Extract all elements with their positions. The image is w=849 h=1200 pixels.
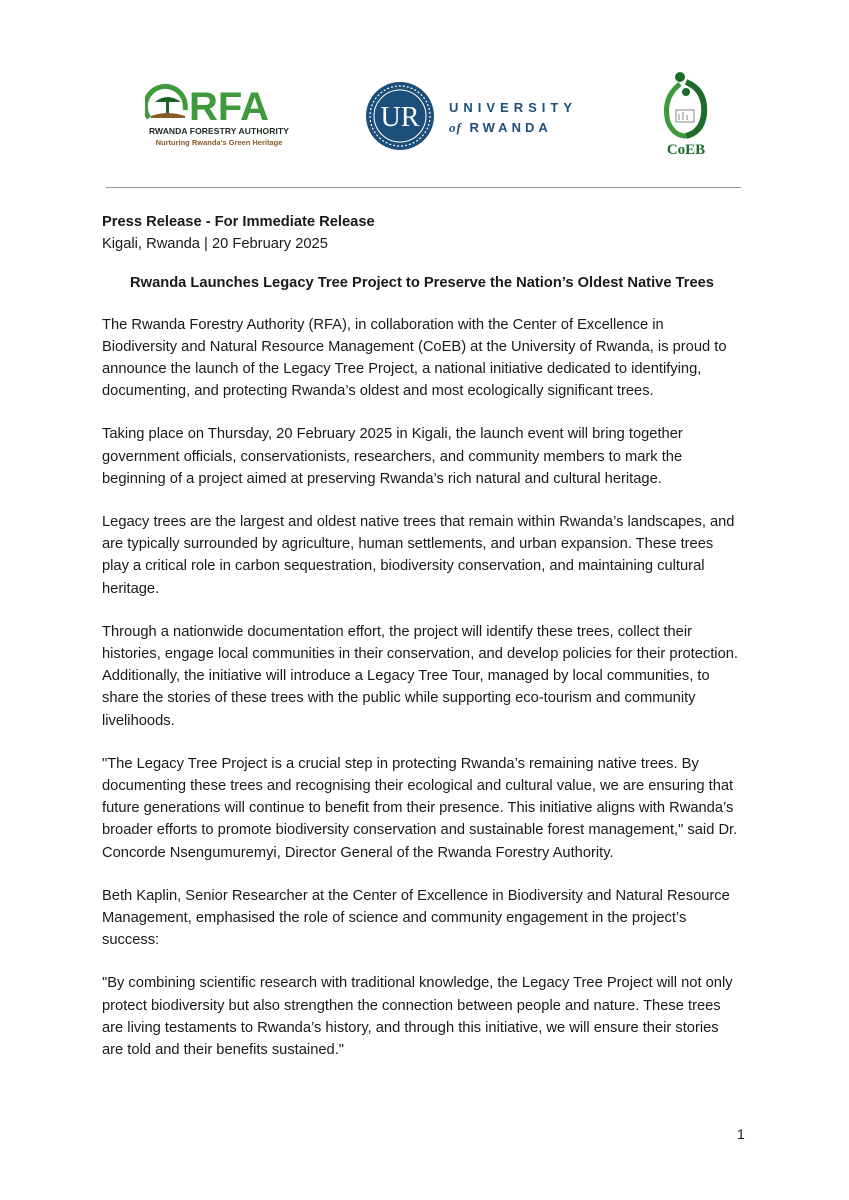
headline: Rwanda Launches Legacy Tree Project to Preserve the Nation’s Oldest Native Trees: [130, 275, 714, 292]
coeb-text: CoEB: [666, 142, 706, 158]
paragraph: Legacy trees are the largest and oldest native trees that remain within Rwanda’s landscapes, and are typically surrounded by agriculture, human settlements, and urban expansion. These trees play a critical role in carbon sequestration, biodiversity conservation, and maintaining cultural heritage.: [102, 514, 735, 597]
ur-wordmark-name: RWANDA: [469, 120, 552, 135]
header-divider: [106, 187, 741, 188]
rfa-emblem-icon: [145, 80, 295, 126]
page-number: 1: [737, 1126, 745, 1142]
coeb-logo: [658, 70, 714, 162]
rfa-name: RWANDA FORESTRY AUTHORITY: [148, 126, 290, 136]
dateline: Kigali, Rwanda | 20 February 2025: [102, 236, 328, 253]
paragraph: "The Legacy Tree Project is a crucial step in protecting Rwanda’s remaining native trees. By documenting these trees and recognising their ecological and cultural value, we are ensuring that future generations will continue to benefit from their presence. This initiative aligns with Rwanda’s broader efforts to promote biodiversity conservation and sustainable forest management," said Dr. Concorde Nsengumuremyi, Director General of the Rwanda Forestry Authority.: [102, 755, 738, 861]
coeb-emblem-icon: [658, 70, 714, 142]
ur-wordmark-university: UNIVERSITY: [449, 100, 578, 115]
ur-seal-icon: [364, 80, 438, 152]
rfa-tagline: Nurturing Rwanda's Green Heritage: [155, 138, 283, 147]
paragraph: Beth Kaplin, Senior Researcher at the Center of Excellence in Biodiversity and Natural Resource Management, emphasised the role of science and community engagement in the project’s success:: [102, 887, 730, 949]
ur-monogram: UR: [380, 102, 420, 133]
university-of-rwanda-logo: [364, 80, 594, 152]
paragraph: The Rwanda Forestry Authority (RFA), in collaboration with the Center of Excellence in Biodiversity and Natural Resource Management (CoEB) at the University of Rwanda, is proud to announce the launch of the Legacy Tree Project, a national initiative dedicated to identifying, documenting, and protecting Rwanda’s oldest and most ecologically significant trees.: [102, 316, 727, 400]
rfa-logo: [145, 80, 295, 152]
paragraph: "By combining scientific research with traditional knowledge, the Legacy Tree Project will not only protect biodiversity but also strengthen the connection between people and nature. These trees are living testaments to Rwanda’s history, and through this initiative, we will ensure their stories are told and their benefits sustained.": [102, 975, 733, 1059]
paragraph: Taking place on Thursday, 20 February 2025 in Kigali, the launch event will bring together government officials, conservationists, researchers, and community members to mark the beginning of a project aimed at preserving Rwanda’s rich natural and cultural heritage.: [102, 426, 683, 487]
press-release-body: [102, 211, 742, 1082]
rfa-letters: RFA: [189, 85, 269, 126]
ur-wordmark-rwanda: [449, 120, 552, 136]
press-release-label: Press Release - For Immediate Release: [102, 214, 375, 230]
paragraph: Through a nationwide documentation effort, the project will identify these trees, collect their histories, engage local communities in their conservation, and develop policies for their protection. Additionally, the initiative will introduce a Legacy Tree Tour, managed by local communities, to share the stories of these trees with the public while supporting eco-tourism and community livelihoods.: [102, 623, 738, 729]
ur-wordmark-of: of: [449, 120, 462, 135]
